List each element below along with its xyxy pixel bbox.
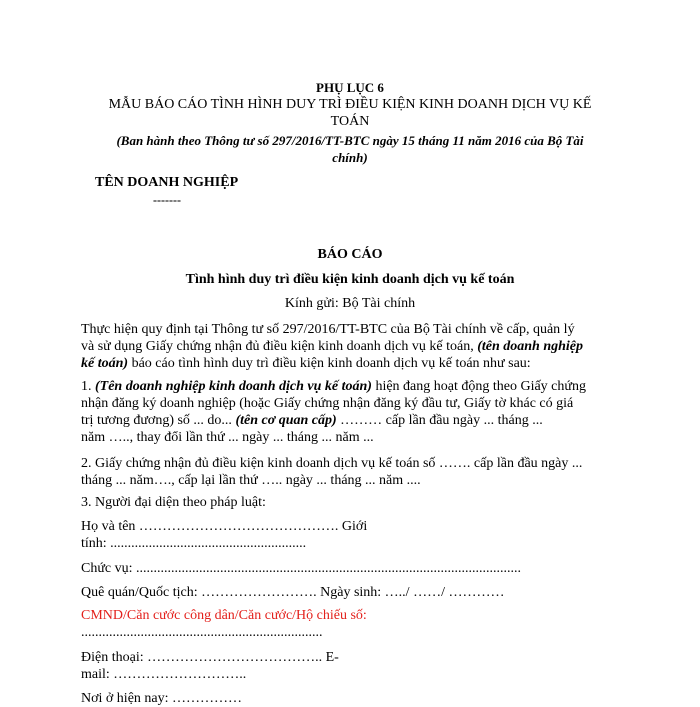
section-1-line1-text: hiện đang hoạt động theo Giấy chứng bbox=[371, 379, 586, 394]
report-recipient: Kính gửi: Bộ Tài chính bbox=[284, 296, 416, 311]
section-1 bbox=[81, 378, 621, 446]
form-title-line2: TOÁN bbox=[330, 114, 370, 129]
section-1-line4: năm ….., thay đổi lần thứ ... ngày ... tháng ... năm ... bbox=[81, 430, 374, 445]
id-label: CMND/Căn cước công dân/Căn cước/Hộ chiếu số: bbox=[81, 608, 367, 623]
appendix-heading: PHỤ LỤC 6 bbox=[316, 80, 384, 95]
intro-paragraph bbox=[81, 321, 621, 372]
section-1-company-placeholder: (Tên doanh nghiệp kinh doanh dịch vụ kế toán) bbox=[95, 379, 372, 394]
address-field: Nơi ở hiện nay: …………… bbox=[81, 691, 243, 706]
report-subtitle: Tình hình duy trì điều kiện kinh doanh dịch vụ kế toán bbox=[185, 272, 515, 287]
form-title bbox=[80, 96, 620, 130]
company-name: TÊN DOANH NGHIỆP bbox=[95, 175, 239, 190]
section-1-line2: nhận đăng ký doanh nghiệp (hoặc Giấy chứng nhận đăng ký đầu tư, Giấy tờ khác có giá bbox=[81, 396, 574, 411]
section-1-line3-text-a: trị tương đương) số ... do... bbox=[81, 413, 236, 428]
section-2 bbox=[81, 455, 621, 489]
position-field: Chức vụ: .............................................................................................................. bbox=[81, 561, 522, 576]
report-title: BÁO CÁO bbox=[317, 247, 383, 262]
contact-field bbox=[81, 649, 621, 683]
section-2-line1: 2. Giấy chứng nhận đủ điều kiện kinh doanh dịch vụ kế toán số ……. cấp lần đầu ngày ... bbox=[81, 456, 583, 471]
form-title-line1: MẪU BÁO CÁO TÌNH HÌNH DUY TRÌ ĐIỀU KIỆN KINH DOANH DỊCH VỤ KẾ bbox=[108, 97, 592, 112]
section-1-number: 1. bbox=[81, 379, 95, 394]
section-1-line3-text-b: ……… cấp lần đầu ngày ... tháng ... bbox=[336, 413, 543, 428]
id-dots: ..................................................................... bbox=[81, 625, 323, 640]
company-divider: ------- bbox=[153, 193, 181, 207]
issued-note-line1: (Ban hành theo Thông tư số 297/2016/TT-BTC ngày 15 tháng 11 năm 2016 của Bộ Tài bbox=[116, 133, 584, 148]
section-2-line2: tháng ... năm…., cấp lại lần thứ ….. ngày ... tháng ... năm .... bbox=[81, 473, 421, 488]
representative-name-field bbox=[81, 518, 621, 552]
hometown-field: Quê quán/Quốc tịch: ……………………. Ngày sinh: …../ ……/ ………… bbox=[81, 585, 505, 600]
intro-company-placeholder-a: (tên doanh nghiệp bbox=[477, 339, 584, 354]
issued-note bbox=[80, 132, 620, 166]
issued-note-line2: chính) bbox=[332, 150, 368, 165]
intro-line1: Thực hiện quy định tại Thông tư số 297/2016/TT-BTC của Bộ Tài chính về cấp, quản lý bbox=[81, 322, 575, 337]
section-3-heading: 3. Người đại diện theo pháp luật: bbox=[81, 495, 266, 510]
intro-line3 bbox=[81, 355, 621, 372]
name-line1: Họ và tên ……………………………………. Giới bbox=[81, 519, 368, 534]
intro-company-placeholder-b: kế toán) bbox=[81, 356, 129, 371]
intro-line2-text: và sử dụng Giấy chứng nhận đủ điều kiện kinh doanh dịch vụ kế toán, bbox=[81, 339, 478, 354]
phone-line2: mail: ……………………….. bbox=[81, 667, 247, 682]
name-line2: tính: ........................................................ bbox=[81, 536, 307, 551]
phone-line1: Điện thoại: ……………………………….. E- bbox=[81, 650, 339, 665]
section-1-line3 bbox=[81, 412, 621, 429]
intro-line3-text: báo cáo tình hình duy trì điều kiện kinh doanh dịch vụ kế toán như sau: bbox=[128, 356, 531, 371]
section-1-line1 bbox=[81, 378, 621, 395]
id-field bbox=[81, 607, 621, 641]
section-1-issuer-placeholder: (tên cơ quan cấp) bbox=[235, 413, 337, 428]
intro-line2 bbox=[81, 338, 621, 355]
